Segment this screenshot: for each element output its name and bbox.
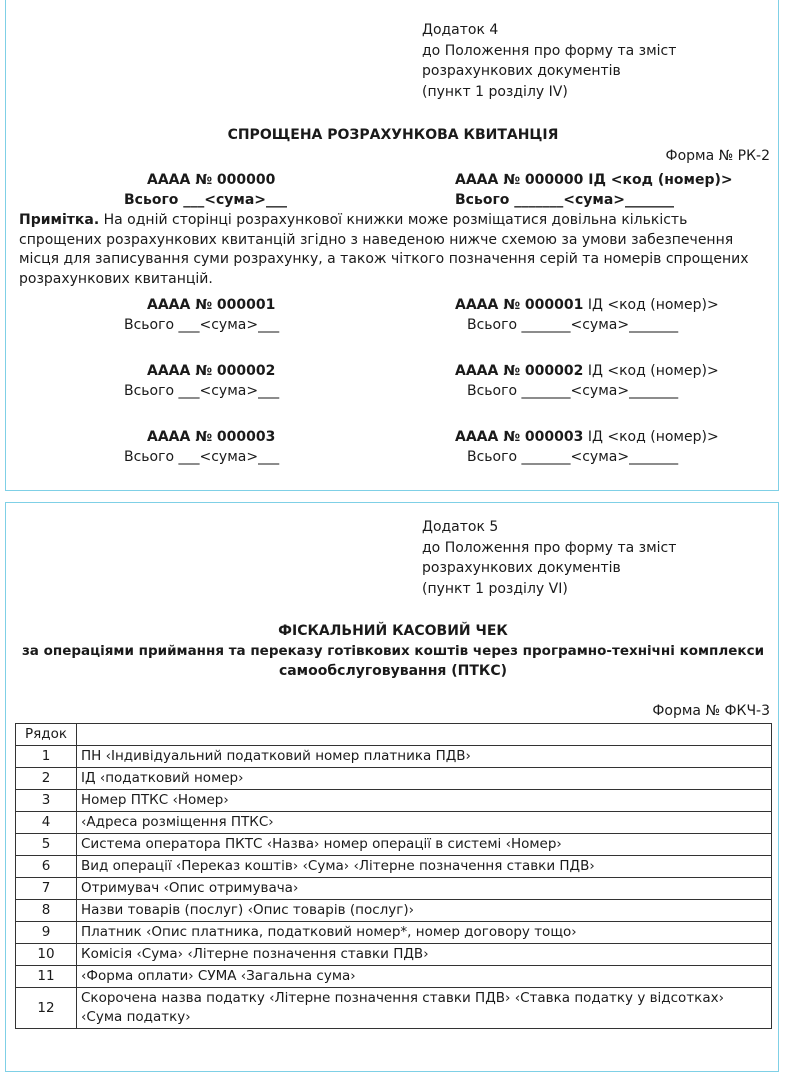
row-number: 6: [16, 856, 77, 878]
receipt-right-number: АААА № 000002: [455, 363, 584, 379]
row-number: 9: [16, 922, 77, 944]
header-line: Додаток 5: [422, 519, 499, 535]
row-text: Назви товарів (послуг) ‹Опис товарів (послуг)›: [77, 900, 772, 922]
receipt-left-total: Всього ___<сума>___: [124, 449, 280, 465]
header-line: розрахункових документів: [422, 560, 621, 576]
row-text: ПН ‹Індивідуальний податковий номер платника ПДВ›: [77, 746, 772, 768]
appendix-5-header: [422, 517, 676, 599]
row-number: 5: [16, 834, 77, 856]
row-text: Система оператора ПКТС ‹Назва› номер операції в системі ‹Номер›: [77, 834, 772, 856]
row-text: Комісія ‹Сума› ‹Літерне позначення ставки ПДВ›: [77, 944, 772, 966]
row-number: 1: [16, 746, 77, 768]
receipt-right-id: ІД <код (номер)>: [583, 297, 719, 313]
header-cell-row: Рядок: [16, 724, 77, 746]
appendix-4-panel: [5, 0, 779, 491]
table-row: [16, 812, 772, 834]
header-line: (пункт 1 розділу IV): [422, 83, 568, 100]
row-number: 8: [16, 900, 77, 922]
row-text: Платник ‹Опис платника, податковий номер*, номер договору тощо›: [77, 922, 772, 944]
row-text: ‹Форма оплати› СУМА ‹Загальна сума›: [77, 966, 772, 988]
row-number: 12: [16, 988, 77, 1029]
appendix-5-subtitle-2: самообслуговування (ПТКС): [278, 663, 508, 679]
receipt-left-total: Всього ___<сума>___: [124, 317, 280, 333]
form-number: Форма № РК-2: [665, 148, 770, 164]
row-text: Отримувач ‹Опис отримувача›: [77, 878, 772, 900]
table-row: [16, 900, 772, 922]
table-row: [16, 966, 772, 988]
row-number: 3: [16, 790, 77, 812]
receipt-right-number-row: [455, 427, 719, 447]
receipt-right-number: АААА № 000001: [455, 297, 584, 313]
receipt-left-number: АААА № 000002: [147, 363, 276, 379]
appendix-4-header: [422, 20, 676, 102]
receipt-right-number: АААА № 000003: [455, 429, 584, 445]
table-row: [16, 746, 772, 768]
table-row: [16, 922, 772, 944]
row-number: 2: [16, 768, 77, 790]
appendix-5-panel: [5, 502, 779, 1072]
header-line: до Положення про форму та зміст: [422, 42, 677, 59]
header-line: розрахункових документів: [422, 63, 621, 79]
table-row: [16, 944, 772, 966]
receipt-table: [15, 723, 772, 1029]
header-line: Додаток 4: [422, 22, 499, 38]
template-left-total: Всього ___<сума>___: [124, 192, 288, 208]
form-number: Форма № ФКЧ-3: [652, 703, 770, 719]
table-header-row: [16, 724, 772, 746]
row-text: Номер ПТКС ‹Номер›: [77, 790, 772, 812]
row-number: 10: [16, 944, 77, 966]
note-paragraph: [19, 211, 764, 289]
table-row: [16, 790, 772, 812]
receipt-right-total: Всього _______<сума>_______: [467, 383, 679, 399]
table-row: [16, 768, 772, 790]
table-row: [16, 878, 772, 900]
receipt-right-id: ІД <код (номер)>: [583, 363, 719, 379]
appendix-5-title: ФІСКАЛЬНИЙ КАСОВИЙ ЧЕК: [278, 623, 508, 639]
template-right-total: Всього _______<сума>_______: [455, 192, 675, 208]
receipt-right-total: Всього _______<сума>_______: [467, 317, 679, 333]
table-row: [16, 834, 772, 856]
template-left-number: АААА № 000000: [147, 172, 276, 188]
row-text: ІД ‹податковий номер›: [77, 768, 772, 790]
receipt-left-total: Всього ___<сума>___: [124, 383, 280, 399]
header-cell-content: [77, 724, 772, 746]
template-right-number: АААА № 000000 ІД <код (номер)>: [455, 172, 733, 188]
receipt-right-id: ІД <код (номер)>: [583, 429, 719, 445]
row-number: 7: [16, 878, 77, 900]
receipt-right-total: Всього _______<сума>_______: [467, 449, 679, 465]
receipt-left-number: АААА № 000003: [147, 429, 276, 445]
row-text: Скорочена назва податку ‹Літерне позначення ставки ПДВ› ‹Ставка податку у відсотках› ‹Сума податку›: [77, 988, 772, 1029]
receipt-left-number: АААА № 000001: [147, 297, 276, 313]
row-number: 4: [16, 812, 77, 834]
header-line: до Положення про форму та зміст: [422, 539, 677, 556]
table-row: [16, 856, 772, 878]
table-row: [16, 988, 772, 1029]
receipt-right-number-row: [455, 295, 719, 315]
row-text: ‹Адреса розміщення ПТКС›: [77, 812, 772, 834]
receipt-right-number-row: [455, 361, 719, 381]
note-text: На одній сторінці розрахункової книжки може розміщатися довільна кількість спрощених розрахункових квитанцій згідно з наведеною нижче схемою за умови забезпечення місця для записування суми розрахунку, а також чіткого позначення серій та номерів спрощених розрахункових квитанцій.: [19, 212, 749, 287]
header-line: (пункт 1 розділу VI): [422, 580, 568, 597]
appendix-4-title: СПРОЩЕНА РОЗРАХУНКОВА КВИТАНЦІЯ: [227, 127, 559, 143]
note-label: Примітка.: [19, 212, 100, 228]
row-number: 11: [16, 966, 77, 988]
row-text: Вид операції ‹Переказ коштів› ‹Сума› ‹Літерне позначення ставки ПДВ›: [77, 856, 772, 878]
appendix-5-subtitle-1: за операціями приймання та переказу готівкових коштів через програмно-технічні комплекси: [21, 643, 765, 659]
